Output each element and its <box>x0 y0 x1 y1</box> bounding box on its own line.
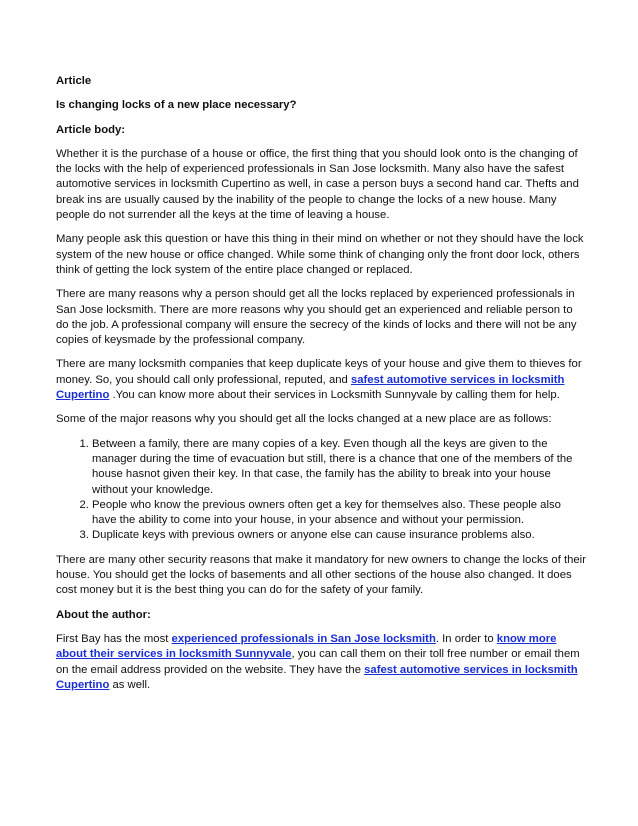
paragraph-3: There are many reasons why a person should get all the locks replaced by experienced professionals in San Jose locksmith. There are more reasons why you should get an experienced and reliable person to do the job. A professional company will ensure the secrecy of the kinds of locks and there will not be any copies of keysmade by the professional company. <box>56 288 577 347</box>
list-item: 2. People who know the previous owners often get a key for themselves also. These people also have the ability to come into your house, in your absence and without your permission. <box>92 498 586 529</box>
paragraph-2: Many people ask this question or have this thing in their mind on whether or not they should have the lock system of the new house or office changed. While some think of changing only the front door lock, others think of getting the lock system of the entire place changed or replaced. <box>56 233 584 276</box>
author-text-3: , you can call them on their toll free number or email them on the email address provided on the website. They have the <box>56 648 580 676</box>
paragraph-1: Whether it is the purchase of a house or office, the first thing that you should look onto is the changing of the locks with the help of experienced professionals in San Jose locksmith. Many also have the safest automotive services in locksmith Cupertino as well, in case a person buys a second hand car. Thefts and break ins are usually caused by the inability of the people to change the locks of a new house. Many people do not surrender all the keys at the time of leaving a house. <box>56 147 579 222</box>
link-know-more-sunnyvale[interactable]: know more about their services in locksmith Sunnyvale <box>56 632 557 661</box>
paragraph-6: There are many other security reasons that make it mandatory for new owners to change the locks of their house. You should get the locks of basements and all other sections of the house also changed. It does cost money but it is the best thing you can do for the safety of your family. <box>56 553 586 597</box>
article-title: Is changing locks of a new place necessary? <box>56 99 297 112</box>
link-safest-automotive-cupertino-2[interactable]: safest automotive services in locksmith Cupertino <box>56 663 578 691</box>
article-body-label: Article body: <box>56 123 126 136</box>
link-safest-automotive-cupertino[interactable]: safest automotive services in locksmith Cupertino <box>56 373 565 402</box>
author-text-2: . In order to <box>435 632 497 645</box>
author-text-1: First Bay has the most <box>56 632 172 645</box>
paragraph-4-text-before: There are many locksmith companies that keep duplicate keys of your house and give them to thieves for money. So, you should call only professional, reputed, and <box>56 358 582 386</box>
link-experienced-professionals-san-jose[interactable]: experienced professionals in San Jose locksmith <box>171 632 436 645</box>
about-author-label: About the author: <box>56 608 151 621</box>
paragraph-5: Some of the major reasons why you should get all the locks changed at a new place are as follows: <box>56 413 552 426</box>
author-text-4: as well. <box>109 678 151 691</box>
article-label: Article <box>56 75 92 87</box>
list-item: 1. Between a family, there are many copies of a key. Even though all the keys are given to the manager during the time of evacuation but still, there is a chance that one of the members of the house hasnot given their key. In that case, the family has the ability to break into your house without your knowledge. <box>92 437 586 498</box>
document-page <box>56 74 586 702</box>
paragraph-4 <box>56 357 586 403</box>
author-paragraph <box>56 632 586 693</box>
paragraph-4-text-after: .You can know more about their services in Locksmith Sunnyvale by calling them for help. <box>109 389 560 402</box>
reasons-list <box>56 437 586 544</box>
list-item: 3. Duplicate keys with previous owners or anyone else can cause insurance problems also. <box>92 528 586 543</box>
